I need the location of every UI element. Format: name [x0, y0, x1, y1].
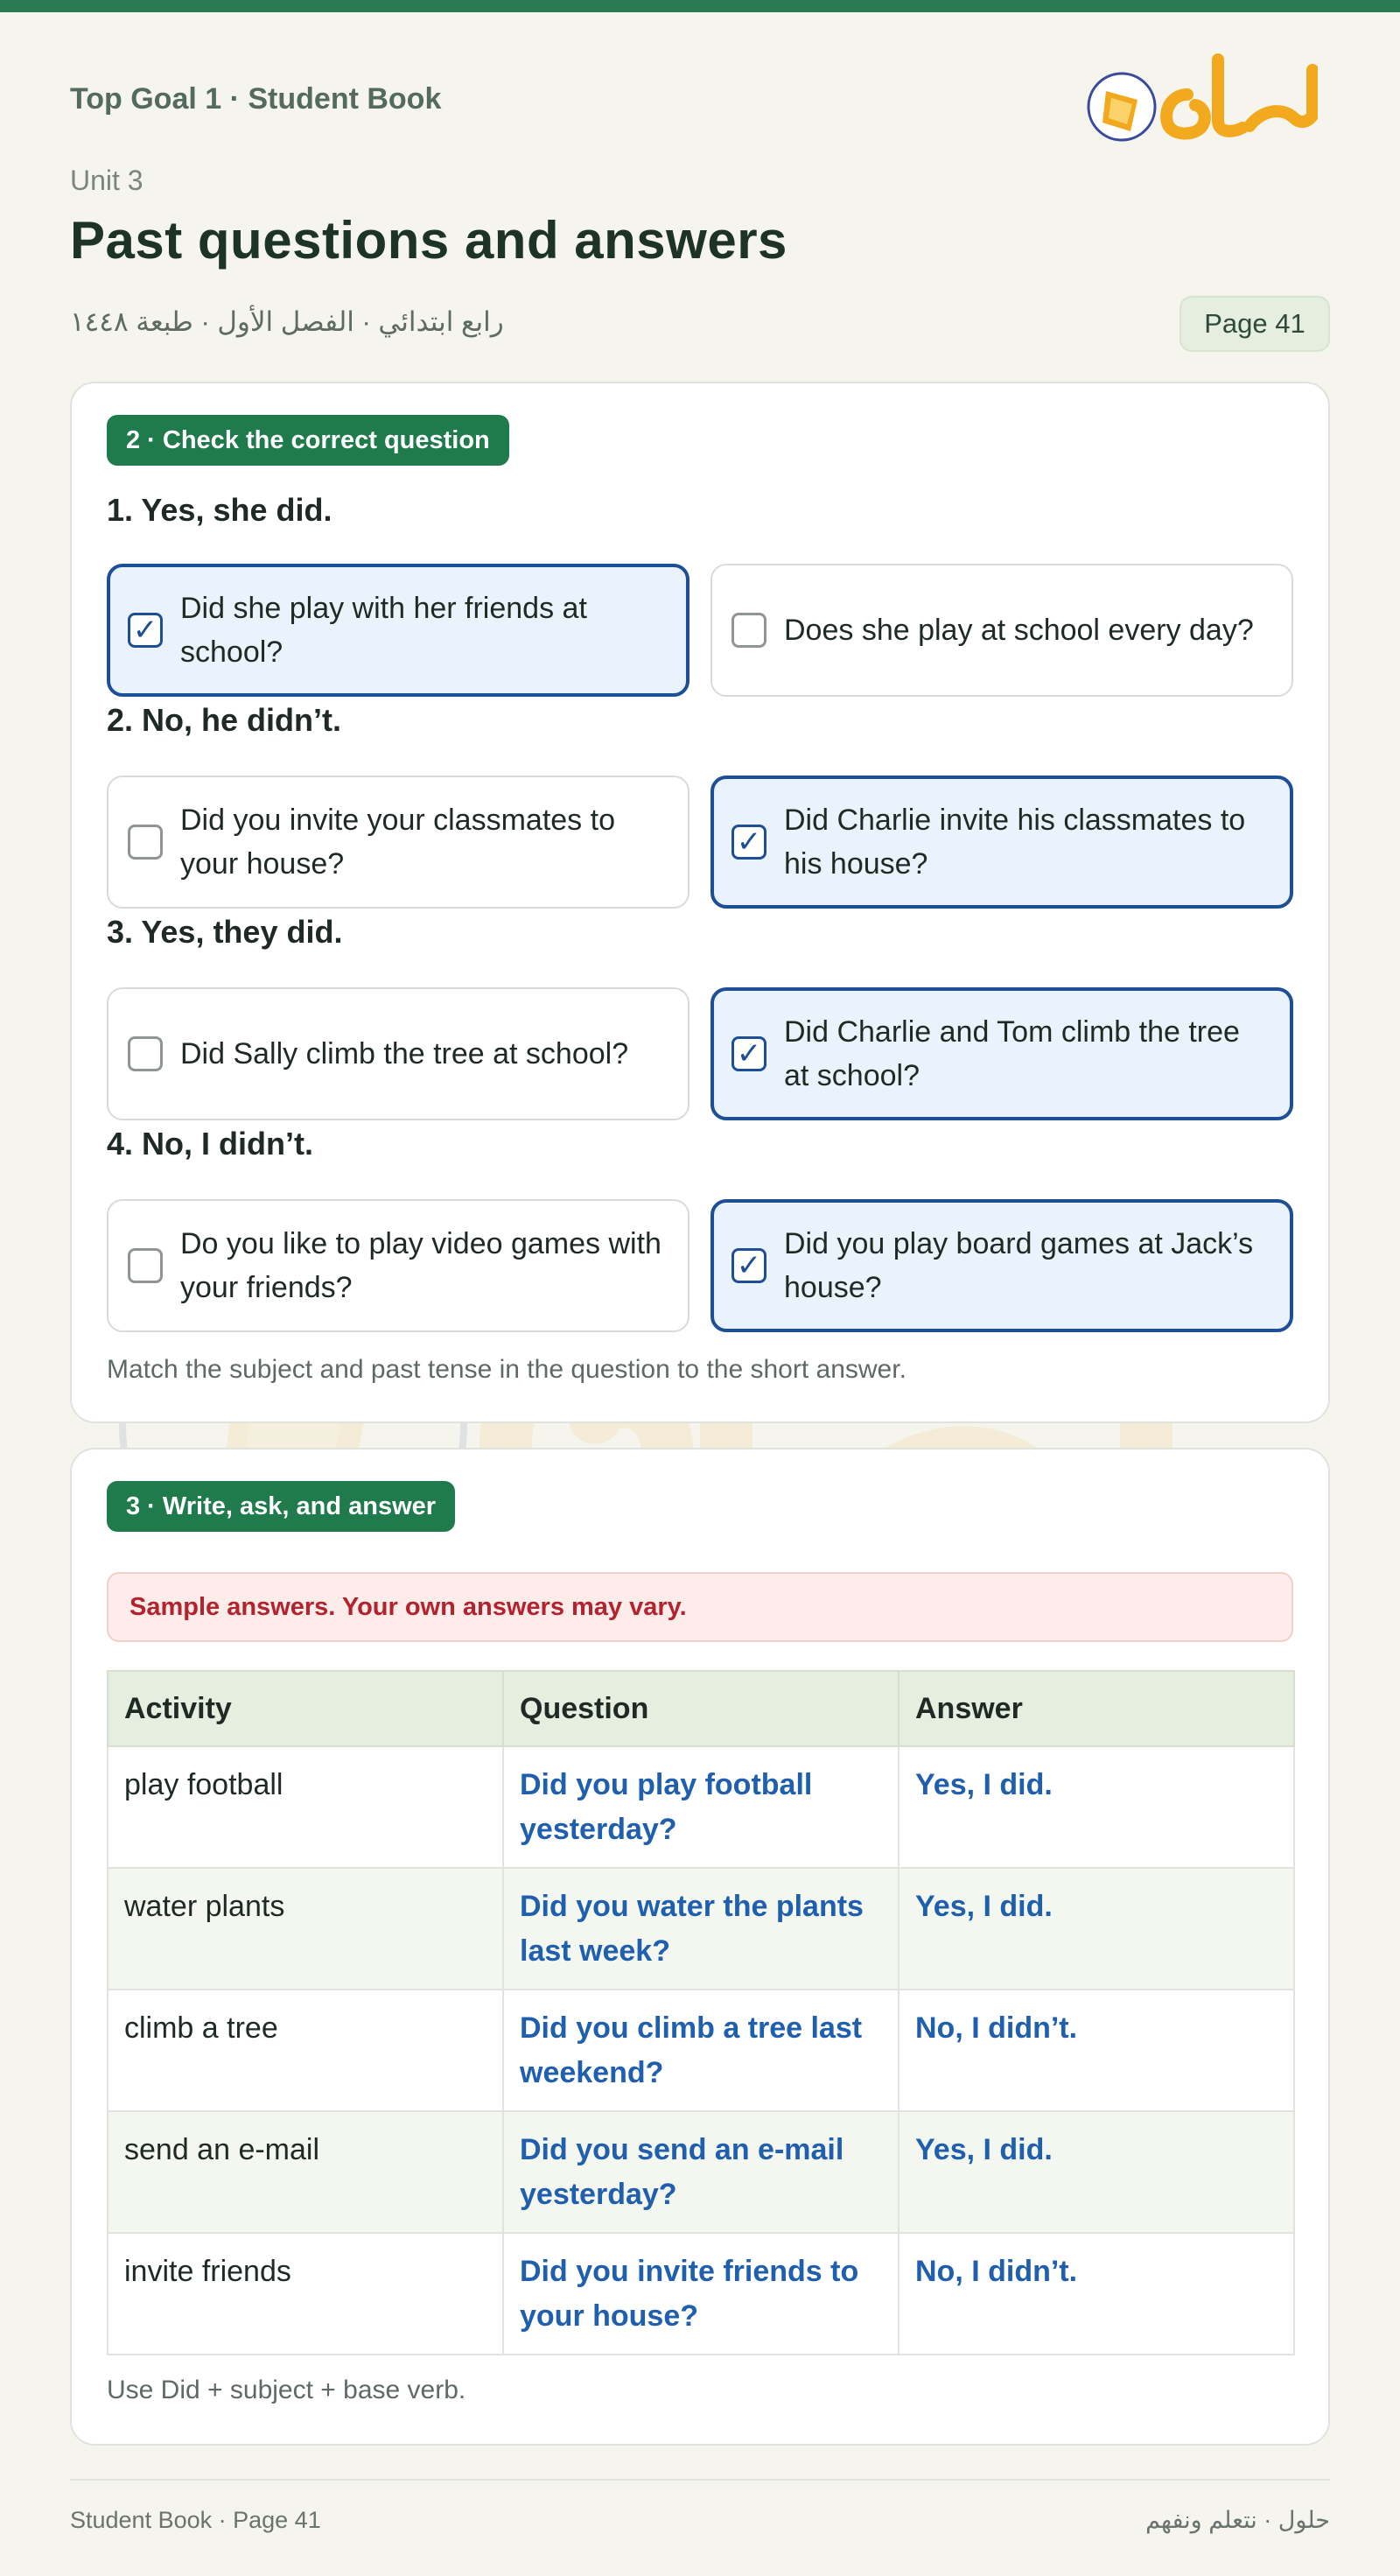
- question-3-heading: 3. Yes, they did.: [107, 914, 343, 950]
- section-2-label: 2 · Check the correct question: [107, 415, 509, 466]
- column-header-answer: Answer: [899, 1671, 1294, 1746]
- question-1-heading: 1. Yes, she did.: [107, 492, 332, 528]
- page-header: [70, 53, 1330, 368]
- answer-cell: No, I didn’t.: [899, 2233, 1294, 2355]
- question-1-option-1[interactable]: [107, 564, 690, 697]
- table-row: [108, 1746, 1294, 1868]
- write-ask-answer-card: [70, 1448, 1330, 2446]
- question-cell: Did you invite friends to your house?: [503, 2233, 899, 2355]
- checkbox-checked-icon[interactable]: ✓: [732, 825, 766, 860]
- option-text: Did Charlie invite his classmates to his house?: [784, 804, 1246, 881]
- activity-cell: climb a tree: [108, 1990, 503, 2111]
- checkbox-checked-icon[interactable]: ✓: [732, 1248, 766, 1283]
- footer-divider: [70, 2479, 1330, 2481]
- table-row: [108, 2233, 1294, 2355]
- section-3-note: Use Did + subject + base verb.: [107, 2376, 466, 2404]
- answer-cell: Yes, I did.: [899, 1868, 1294, 1990]
- answer-cell: No, I didn’t.: [899, 1990, 1294, 2111]
- option-text: Did she play with her friends at school?: [180, 592, 587, 669]
- question-2-heading: 2. No, he didn’t.: [107, 702, 341, 738]
- question-cell: Did you water the plants last week?: [503, 1868, 899, 1990]
- answer-cell: Yes, I did.: [899, 2111, 1294, 2233]
- question-3-option-1[interactable]: [107, 987, 690, 1120]
- section-3-label: 3 · Write, ask, and answer: [107, 1481, 455, 1532]
- book-title: Top Goal 1 · Student Book: [70, 82, 442, 116]
- check-question-card: [70, 382, 1330, 1423]
- checkbox-checked-icon[interactable]: ✓: [732, 1036, 766, 1071]
- question-cell: Did you send an e-mail yesterday?: [503, 2111, 899, 2233]
- question-cell: Did you climb a tree last weekend?: [503, 1990, 899, 2111]
- checkbox-unchecked-icon[interactable]: [732, 613, 766, 648]
- footer-page-label: Student Book · Page 41: [70, 2507, 321, 2533]
- question-4-option-1[interactable]: [107, 1199, 690, 1332]
- question-2-option-1[interactable]: [107, 776, 690, 909]
- checkbox-checked-icon[interactable]: ✓: [128, 613, 163, 648]
- table-row: [108, 2111, 1294, 2233]
- checkbox-unchecked-icon[interactable]: [128, 825, 163, 860]
- option-text: Did Sally climb the tree at school?: [180, 1037, 629, 1070]
- table-row: [108, 1868, 1294, 1990]
- column-header-question: Question: [503, 1671, 899, 1746]
- column-header-activity: Activity: [108, 1671, 503, 1746]
- table-header-row: [108, 1671, 1294, 1746]
- answer-cell: Yes, I did.: [899, 1746, 1294, 1868]
- option-text: Did you play board games at Jack’s house?: [784, 1227, 1254, 1304]
- question-4-option-2[interactable]: [710, 1199, 1293, 1332]
- unit-label: Unit 3: [70, 165, 144, 196]
- question-cell: Did you play football yesterday?: [503, 1746, 899, 1868]
- activity-cell: water plants: [108, 1868, 503, 1990]
- activity-cell: invite friends: [108, 2233, 503, 2355]
- question-1-option-2[interactable]: [710, 564, 1293, 697]
- checkbox-unchecked-icon[interactable]: [128, 1248, 163, 1283]
- question-2-option-2[interactable]: [710, 776, 1293, 909]
- question-3-option-2[interactable]: [710, 987, 1293, 1120]
- hulul-logo-icon: [1087, 53, 1318, 147]
- arabic-subtitle: رابع ابتدائي · الفصل الأول · طبعة ١٤٤٨: [70, 306, 504, 337]
- activity-cell: send an e-mail: [108, 2111, 503, 2233]
- option-text: Did you invite your classmates to your house?: [180, 804, 615, 881]
- page-number-badge: Page 41: [1180, 296, 1330, 352]
- activity-cell: play football: [108, 1746, 503, 1868]
- option-text: Does she play at school every day?: [784, 614, 1254, 647]
- footer-brand-tagline: حلول · نتعلم ونفهم: [1145, 2507, 1330, 2533]
- table-row: [108, 1990, 1294, 2111]
- top-accent-bar: [0, 0, 1400, 12]
- page-title: Past questions and answers: [70, 211, 788, 270]
- sample-answers-alert: Sample answers. Your own answers may vary.: [107, 1572, 1293, 1642]
- option-text: Did Charlie and Tom climb the tree at school?: [784, 1015, 1240, 1092]
- question-4-heading: 4. No, I didn’t.: [107, 1126, 313, 1162]
- option-text: Do you like to play video games with your friends?: [180, 1227, 662, 1304]
- checkbox-unchecked-icon[interactable]: [128, 1036, 163, 1071]
- section-2-note: Match the subject and past tense in the question to the short answer.: [107, 1355, 906, 1384]
- answers-table: [107, 1670, 1295, 2355]
